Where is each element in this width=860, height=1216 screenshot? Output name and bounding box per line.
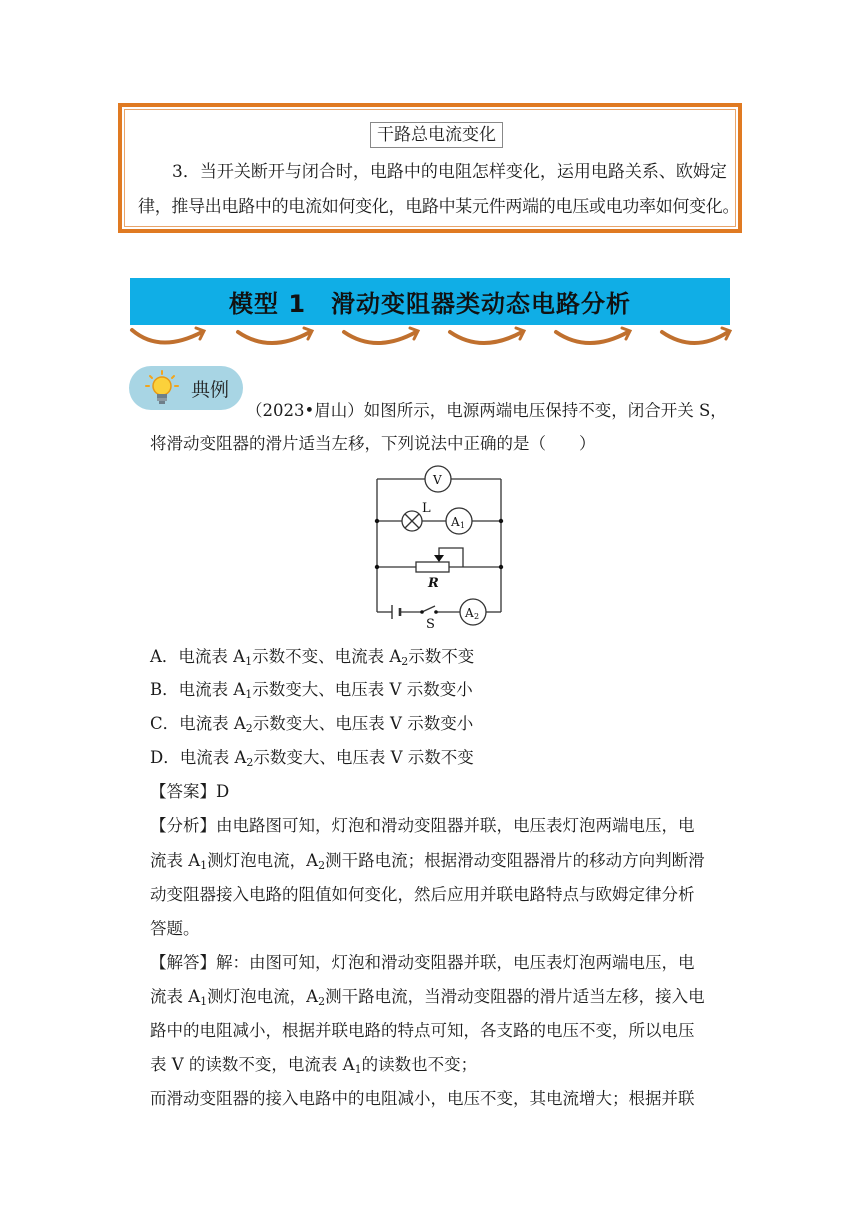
option-c: C．电流表 $A_2$示数变大、电压表 V 示数变小 <box>150 714 474 735</box>
analysis-line-3: 动变阻器接入电路的阻值如何变化，然后应用并联电路特点与欧姆定律分析 <box>150 885 695 904</box>
summary-line-2: 律，推导出电路中的电流如何变化，电路中某元件两端的电压或电功率如何变化。 <box>138 197 740 217</box>
analysis-line-4: 答题。 <box>150 919 200 938</box>
section-title: 模型 1 滑动变阻器类动态电路分析 <box>228 290 632 318</box>
rheostat-label: R <box>428 576 439 591</box>
circuit-diagram <box>370 466 510 632</box>
question-line-1: （2023•眉山）如图所示，电源两端电压保持不变，闭合开关 S， <box>246 401 727 420</box>
option-d: D．电流表 $A_2$示数变大、电压表 V 示数不变 <box>150 748 474 769</box>
ammeter-2-sub: 2 <box>474 612 480 621</box>
option-a: A．电流表 $A_1$示数不变、电流表 $A_2$示数不变 <box>150 647 475 668</box>
example-badge-label: 典例 <box>191 379 230 401</box>
summary-tag: 干路总电流变化 <box>370 122 503 148</box>
solution-line-2: 流表 $A_1$测灯泡电流，$A_2$测干路电流，当滑动变阻器的滑片适当左移，接入电 <box>150 987 705 1008</box>
option-b: B．电流表 $A_1$示数变大、电压表 V 示数变小 <box>150 680 473 701</box>
solution-line-4: 表 V 的读数不变，电流表 $A_1$的读数也不变； <box>150 1055 478 1076</box>
analysis-line-2: 流表 $A_1$测灯泡电流，$A_2$测干路电流；根据滑动变阻器滑片的移动方向判断滑 <box>150 851 705 872</box>
lightbulb-icon <box>145 370 179 406</box>
solution-line-1: 【解答】解：由图可知，灯泡和滑动变阻器并联，电压表灯泡两端电压，电 <box>150 953 695 972</box>
ammeter-1-label: A <box>451 515 460 529</box>
example-badge <box>129 366 243 410</box>
ammeter-2-label: A <box>465 606 474 620</box>
solution-line-5: 而滑动变阻器的接入电路中的电阻减小，电压不变，其电流增大；根据并联 <box>150 1089 695 1108</box>
section-banner <box>130 278 730 325</box>
answer: 【答案】D <box>150 782 230 801</box>
summary-line-1: 3．当开关断开与闭合时，电路中的电阻怎样变化，运用电路关系、欧姆定 <box>172 162 727 182</box>
voltmeter-label: V <box>433 473 442 487</box>
summary-box <box>118 103 742 233</box>
switch-label: S <box>426 617 435 632</box>
solution-line-3: 路中的电阻减小，根据并联电路的特点可知，各支路的电压不变，所以电压 <box>150 1021 695 1040</box>
banner-arcs-decoration <box>130 320 730 360</box>
question-line-2: 将滑动变阻器的滑片适当左移，下列说法中正确的是（ ） <box>150 434 596 453</box>
ammeter-1-sub: 1 <box>460 521 466 530</box>
analysis-line-1: 【分析】由电路图可知，灯泡和滑动变阻器并联，电压表灯泡两端电压，电 <box>150 816 695 835</box>
summary-text <box>138 155 740 225</box>
lamp-label: L <box>422 501 431 516</box>
